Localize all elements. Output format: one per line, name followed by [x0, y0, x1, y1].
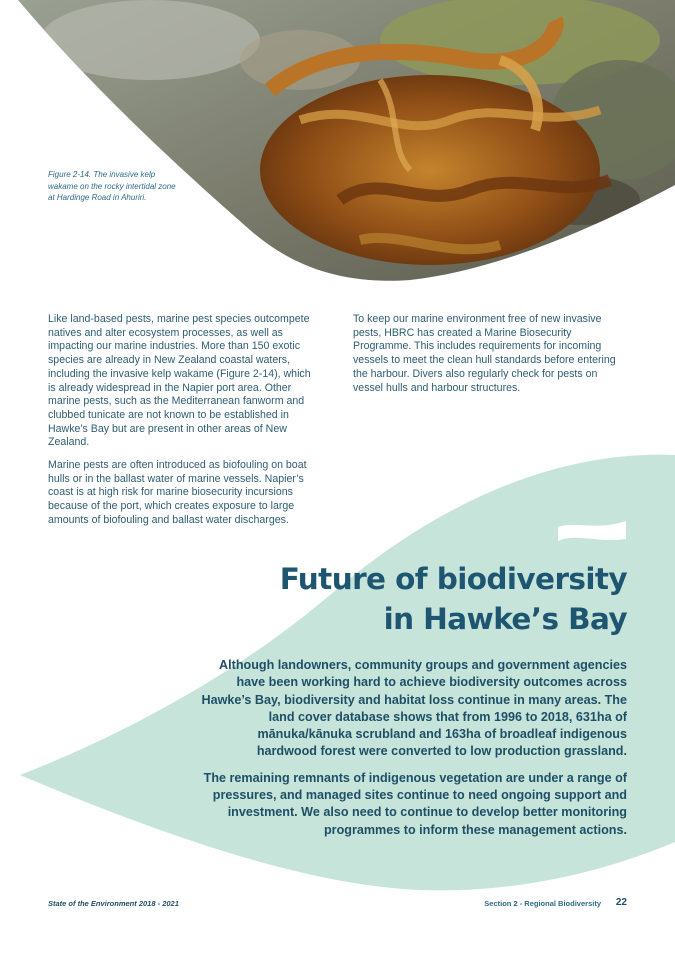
body-paragraph: To keep our marine environment free of new invasive pests, HBRC has created a Marine Biosecurity Programme. This includes requirements for incoming vessels to meet the clean hull standards before entering the harbour. Divers also regularly check for pests on vessel hulls and harbour structures. — [353, 313, 616, 394]
body-column-right — [353, 313, 625, 404]
intro-paragraph: The remaining remnants of indigenous vegetation are under a range of pressures, and managed sites continue to need ongoing support and investment. We also need to continue to develop better monitoring programmes to inform these management actions. — [203, 770, 627, 837]
flag-icon — [556, 519, 628, 543]
heading-line-2: in Hawke’s Bay — [383, 602, 627, 636]
footer-report-title: State of the Environment 2018 - 2021 — [48, 899, 179, 908]
heading-line-1: Future of biodiversity — [279, 562, 627, 596]
figure-caption: Figure 2-14. The invasive kelp wakame on the rocky intertidal zone at Hardinge Road in Ahuriri. — [48, 170, 176, 202]
body-paragraph: Marine pests are often introduced as biofouling on boat hulls or in the ballast water of marine vessels. Napier’s coast is at high risk for marine biosecurity incursions because of the port, which creates exposure to large amounts of biofouling and ballast water discharges. — [48, 459, 307, 526]
intro-paragraph: Although landowners, community groups and government agencies have been working hard to achieve biodiversity outcomes across Hawke’s Bay, biodiversity and habitat loss continue in many areas. The land cover database shows that from 1996 to 2018, 631ha of mānuka/kānuka scrubland and 163ha of broadleaf indigenous hardwood forest were converted to low production grassland. — [201, 658, 627, 759]
section-intro — [197, 657, 627, 848]
body-paragraph: Like land-based pests, marine pest species outcompete natives and alter ecosystem processes, as well as impacting our marine industries. More than 150 exotic species are already in New Zealand coastal waters, including the invasive kelp wakame (Figure 2-14), which is already widespread in the Napier port area. Other marine pests, such as the Mediterranean fanworm and clubbed tunicate are not known to be established in Hawke’s Bay but are present in other areas of New Zealand. — [48, 313, 311, 449]
section-heading — [207, 559, 627, 639]
kelp-photo — [0, 0, 675, 300]
page-number: 22 — [615, 897, 627, 908]
footer-section-label: Section 2 - Regional Biodiversity — [484, 899, 601, 908]
